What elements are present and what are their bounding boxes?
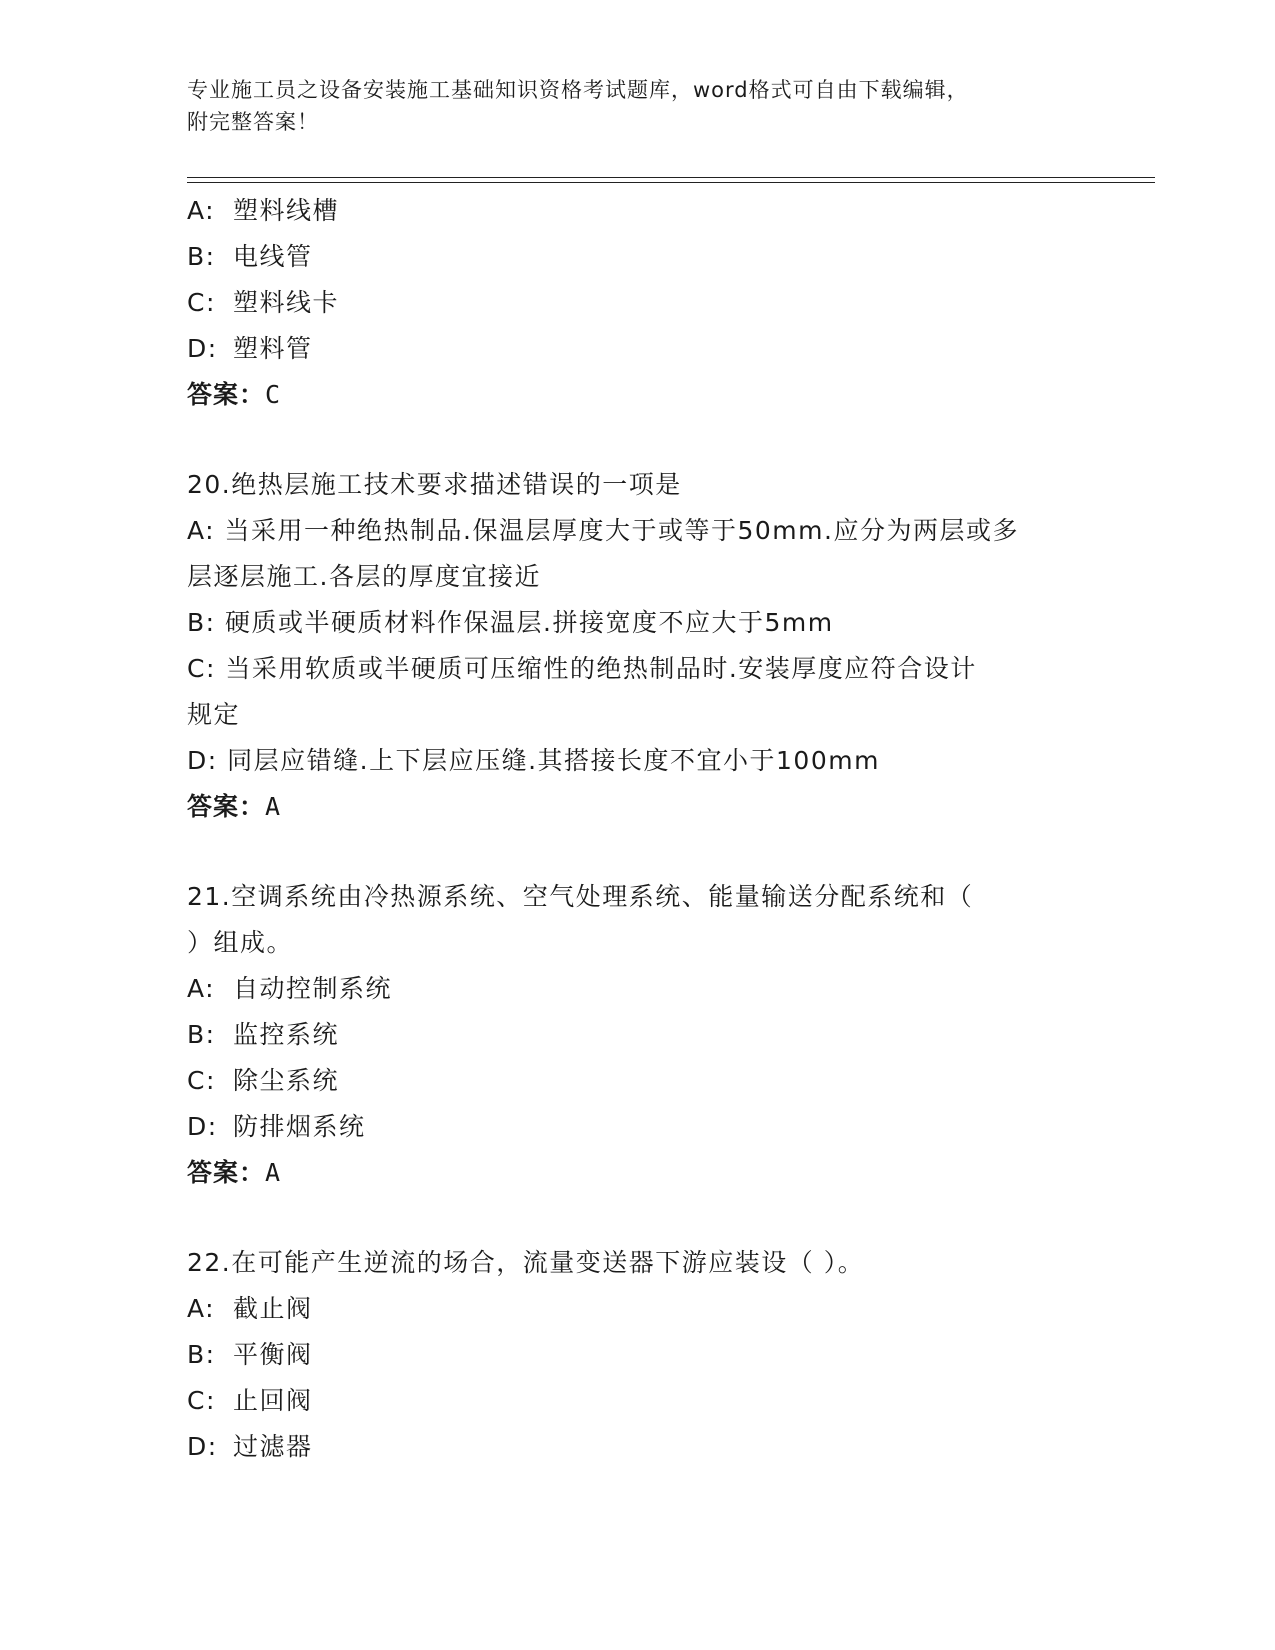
option-d: D: 同层应错缝.上下层应压缝.其搭接长度不宜小于100mm [187,746,880,775]
option-d: D: 防排烟系统 [187,1112,366,1141]
option-c: C: 塑料线卡 [187,288,340,317]
option-d: D: 过滤器 [187,1432,313,1461]
option-c: C: 止回阀 [187,1386,313,1415]
header-line-2: 附完整答案！ [187,110,319,134]
document-header [187,74,1067,138]
header-rule-bottom [187,182,1155,183]
option-d: D: 塑料管 [187,334,313,363]
question-21 [187,874,1087,1196]
question-text-continued: ）组成。 [187,928,294,957]
option-c: C: 当采用软质或半硬质可压缩性的绝热制品时.安装厚度应符合设计 [187,654,977,683]
question-text: 22.在可能产生逆流的场合，流量变送器下游应装设（ ）。 [187,1248,865,1277]
answer-line: 答案：A [187,792,282,821]
option-b: B: 硬质或半硬质材料作保温层.拼接宽度不应大于5mm [187,608,834,637]
option-a: A: 当采用一种绝热制品.保温层厚度大于或等于50mm.应分为两层或多 [187,516,1019,545]
question-text: 21.空调系统由冷热源系统、空气处理系统、能量输送分配系统和（ [187,882,974,911]
option-a: A: 截止阀 [187,1294,313,1323]
question-text: 20.绝热层施工技术要求描述错误的一项是 [187,470,682,499]
question-20 [187,462,1087,830]
header-line-1: 专业施工员之设备安装施工基础知识资格考试题库，word格式可自由下载编辑， [187,78,969,102]
question-list [187,188,1087,1470]
header-rule-top [187,177,1155,178]
option-a: A: 自动控制系统 [187,974,393,1003]
option-b: B: 电线管 [187,242,313,271]
question-22 [187,1240,1087,1470]
answer-value: C [265,380,282,409]
option-b: B: 监控系统 [187,1020,340,1049]
option-b: B: 平衡阀 [187,1340,313,1369]
answer-line: 答案：A [187,1158,282,1187]
option-c: C: 除尘系统 [187,1066,340,1095]
option-a-continued: 层逐层施工.各层的厚度宜接近 [187,562,541,591]
option-a: A: 塑料线槽 [187,196,340,225]
answer-value: A [265,1158,282,1187]
question-19 [187,188,1087,418]
answer-line: 答案：C [187,380,282,409]
option-c-continued: 规定 [187,700,241,729]
answer-value: A [265,792,282,821]
